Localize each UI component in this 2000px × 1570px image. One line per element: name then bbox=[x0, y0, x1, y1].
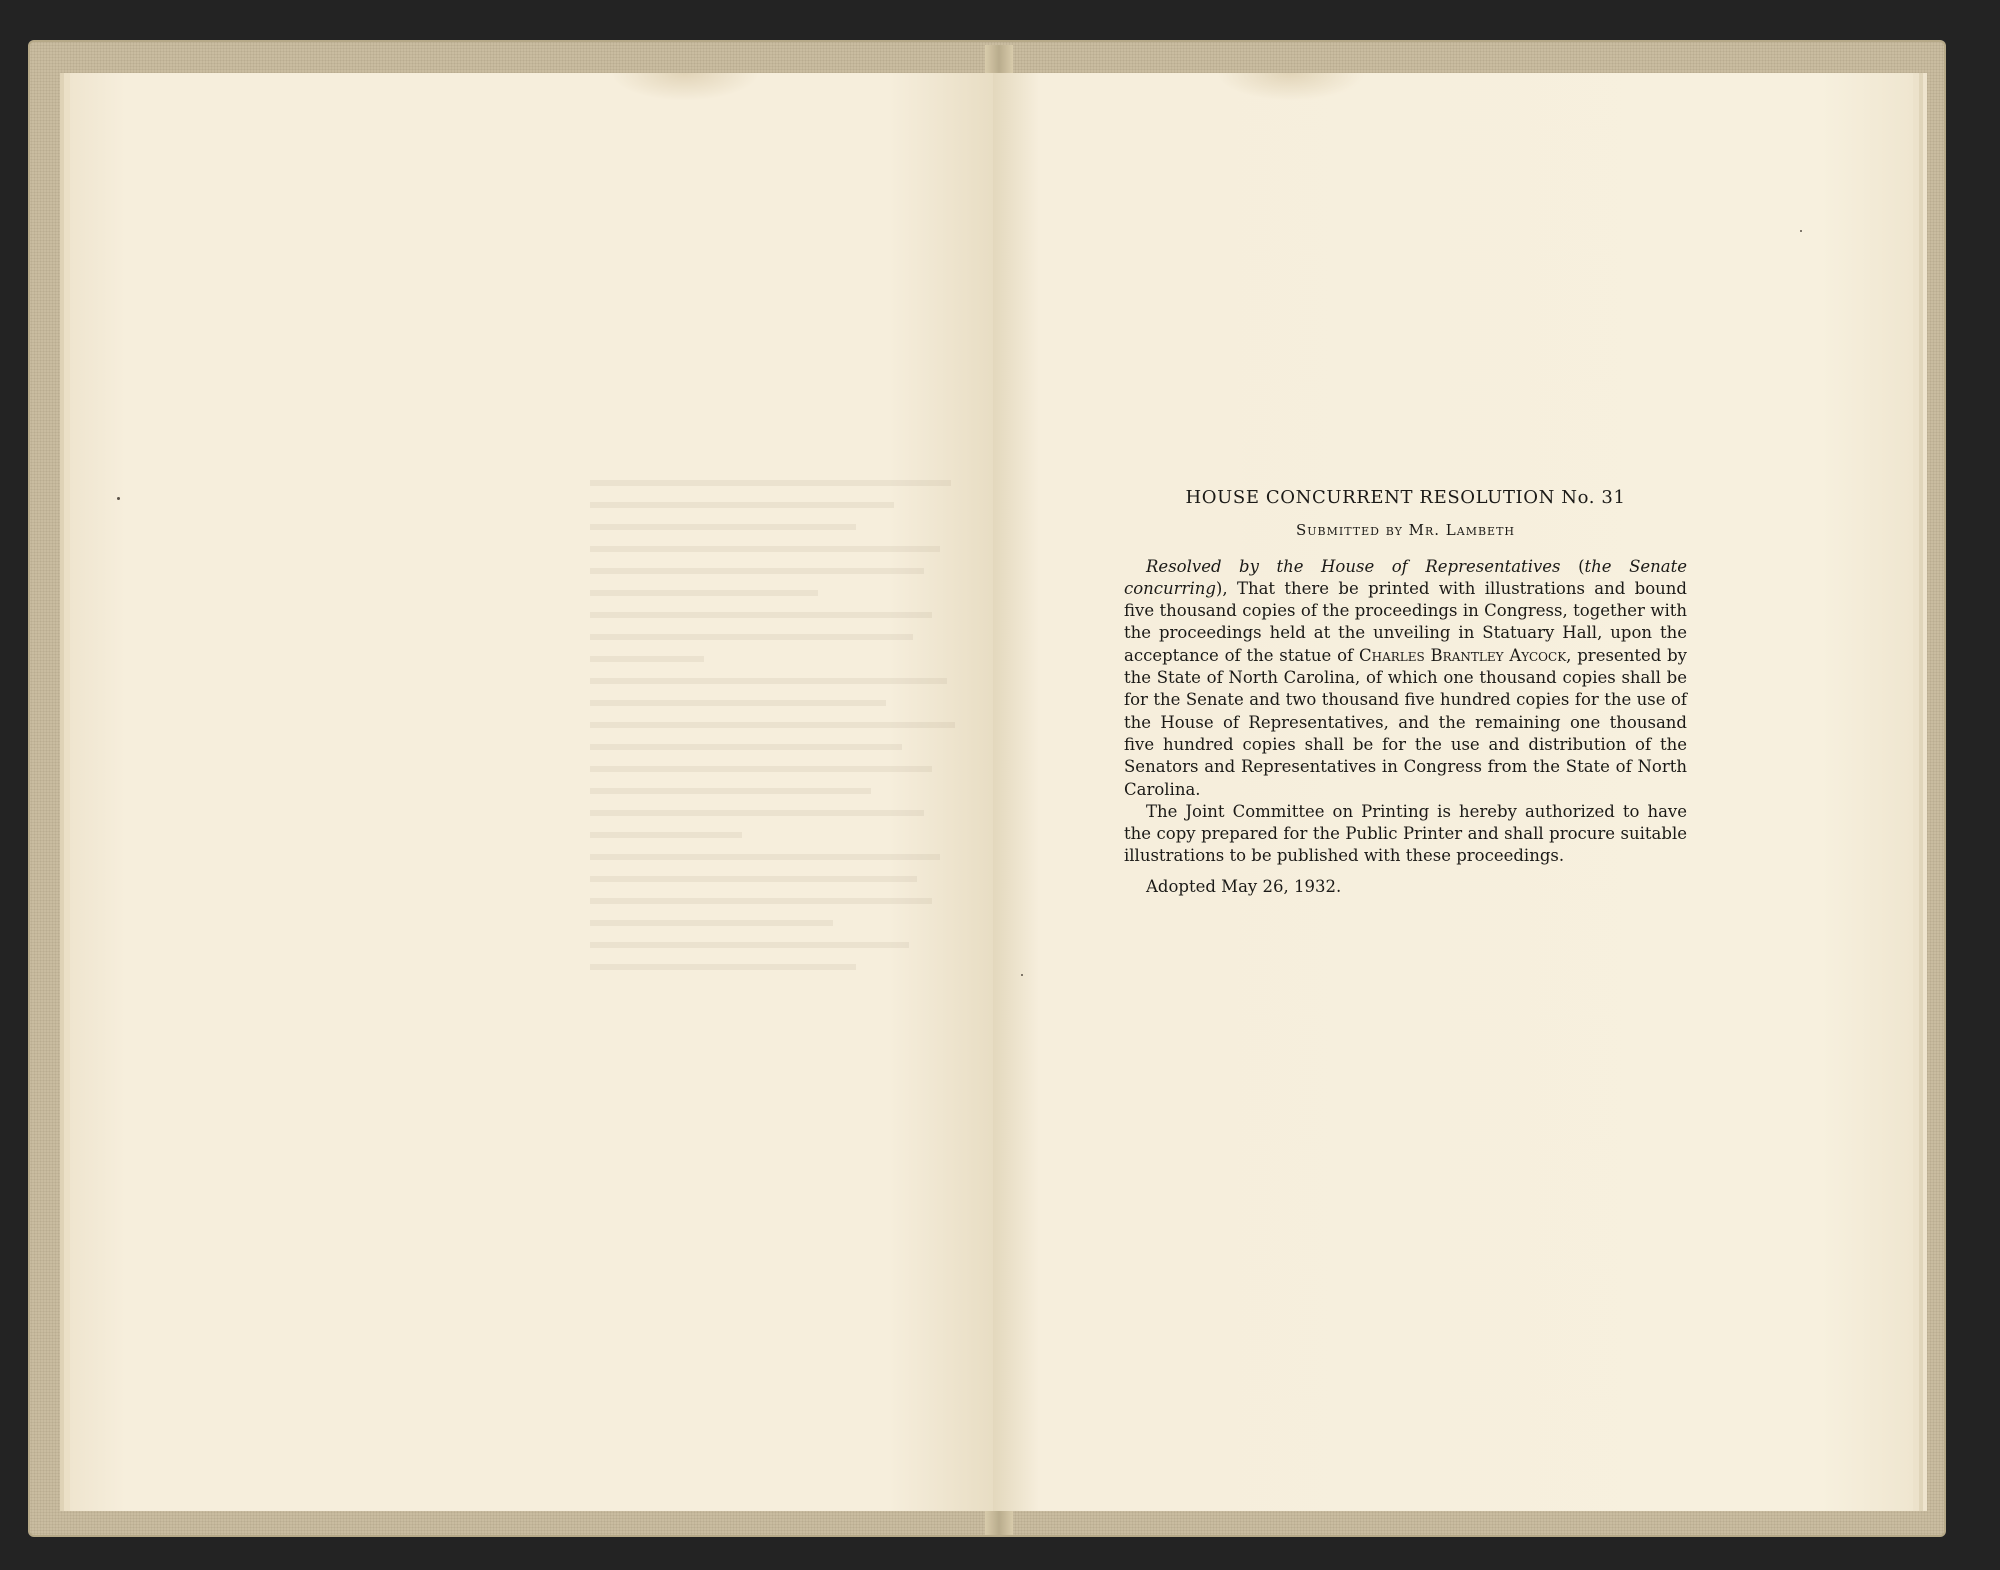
paragraph-1-text-b: , presented by the State of North Carolina, of which one thousand copies shall be for the Senate and two thousand five hundred copies for the use of the House of Representatives, and the remaining one thousand five hundred copies shall be for the use and distribution of the Senators and Representatives in Congress from the State of North Carolina. bbox=[1124, 645, 1687, 799]
resolved-lead: Resolved by the House of Representatives bbox=[1146, 556, 1561, 576]
submitted-by-line: Submitted by Mr. Lambeth bbox=[1295, 521, 1516, 540]
page-stain-right bbox=[1215, 73, 1365, 101]
paper-speck bbox=[1800, 230, 1802, 232]
senate-concurring: the Senate concurring bbox=[1124, 556, 1688, 598]
statue-name: Charles Brantley Aycock bbox=[1358, 645, 1567, 665]
paren-open: ( bbox=[1560, 556, 1585, 576]
paren-close: ), bbox=[1215, 578, 1237, 598]
resolution-paragraph-1 bbox=[1124, 556, 1687, 801]
bleed-through-lines bbox=[590, 480, 970, 986]
paper-speck bbox=[1021, 974, 1023, 976]
adopted-date: Adopted May 26, 1932. bbox=[1146, 876, 1342, 896]
resolution-title: HOUSE CONCURRENT RESOLUTION No. 31 bbox=[1185, 487, 1626, 508]
resolution-text bbox=[1124, 487, 1687, 898]
page-stain-left bbox=[610, 73, 760, 101]
paper-speck bbox=[117, 497, 120, 500]
resolution-paragraph-2: The Joint Committee on Printing is hereby authorized to have the copy prepared for the Public Printer and shall procure suitable illustrations to be published with these proceedings. bbox=[1124, 801, 1687, 866]
paragraph-1-text-a: That there be printed with illustrations and bound five thousand copies of the proceedings in Congress, together with the proceedings held at the unveiling in Statuary Hall, upon the acceptance of the statue of bbox=[1124, 578, 1687, 665]
